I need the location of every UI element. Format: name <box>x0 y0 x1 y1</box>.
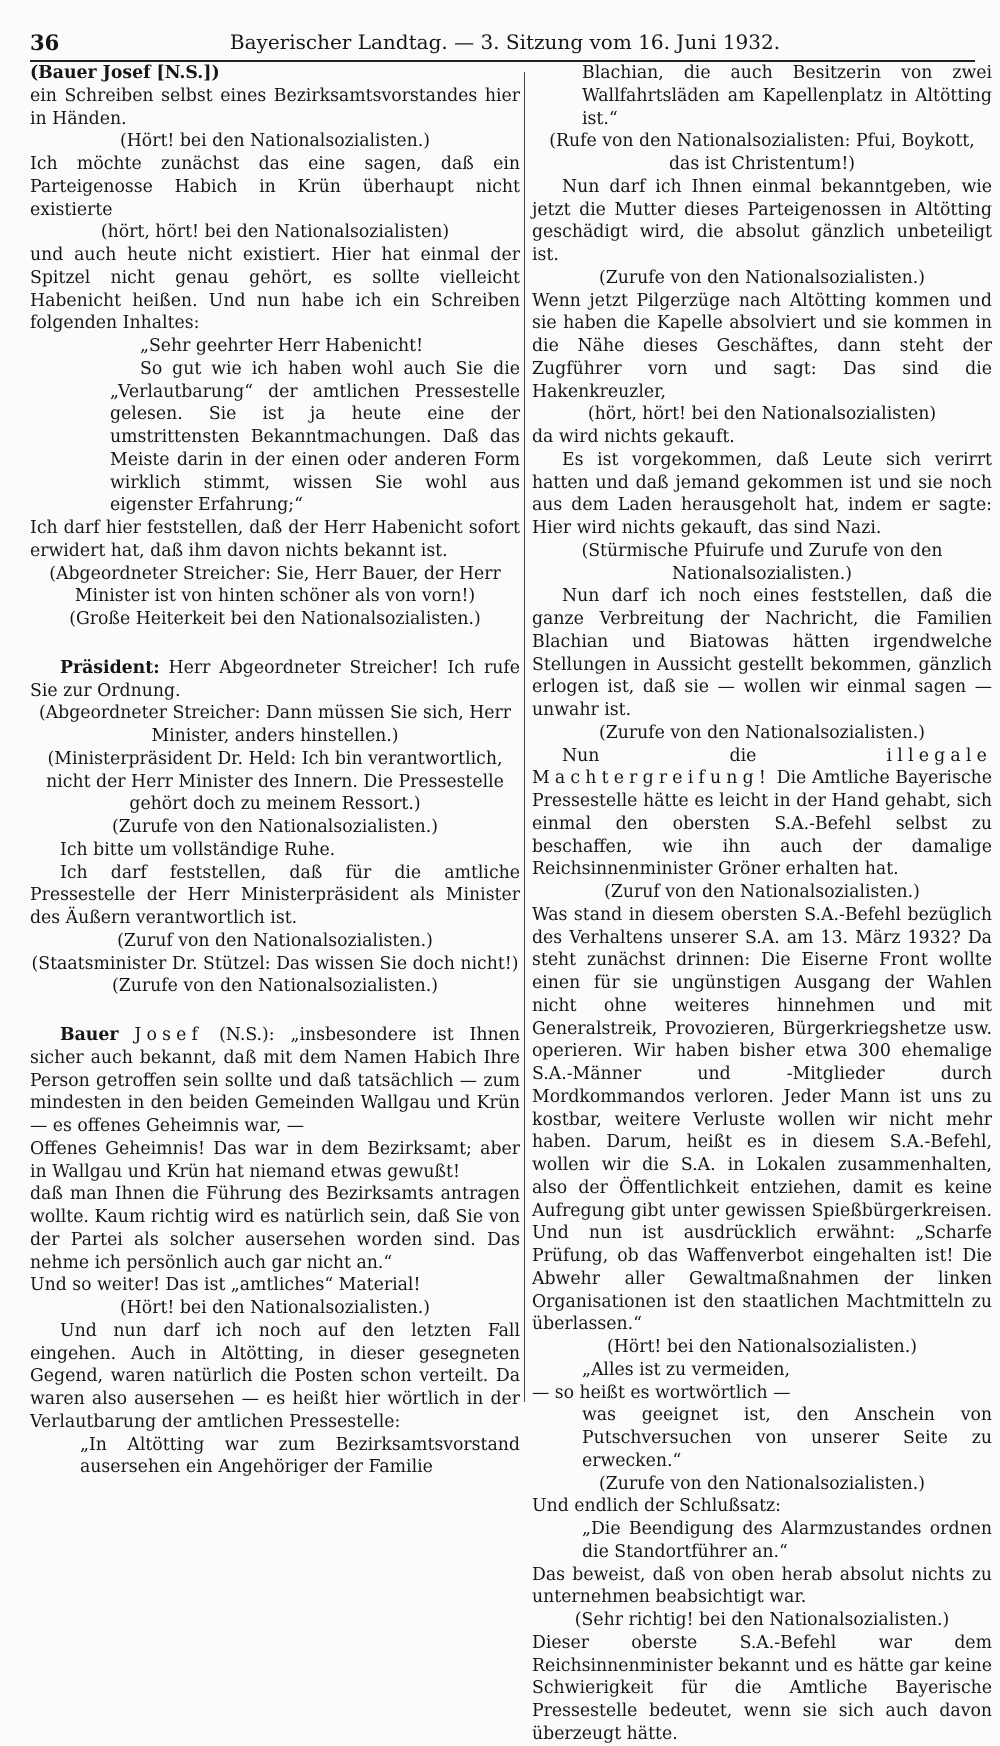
left-column <box>30 62 520 1479</box>
interjection: (Abgeordneter Streicher: Dann müssen Sie sich, Herr Minister, anders hinstellen.) <box>38 703 512 746</box>
quoted-text: Blachian, die auch Besitzerin von zwei Wallfahrtsläden am Kapellenplatz in Altötting ist.“ <box>582 63 992 129</box>
page-number: 36 <box>30 30 60 55</box>
interjection: (Zurufe von den Nationalsozialisten.) <box>598 267 925 288</box>
quoted-salutation: „Sehr geehrter Herr Habenicht! <box>140 336 424 356</box>
quoted-text: So gut wie ich haben wohl auch Sie die „Verlautbarung“ der amtlichen Pressestelle gelesen. Sie ist ja heute eine der umstrittensten Bekanntmachungen. Daß das Meiste darin in der einen oder anderen Form wirklich stimmt, wissen Sie wohl aus eigenster Erfahrung;“ <box>110 358 520 516</box>
column-divider <box>524 72 525 1402</box>
interjection: (Zurufe von den Nationalsozialisten.) <box>598 1473 925 1494</box>
paragraph: Nun die illegale Machtergreifung! Die Amtliche Bayerische Pressestelle hätte es leicht in der Hand gehabt, sich einmal den obersten S.A.-Befehl selbst zu beschaffen, wie ihn auch der damalige Reichsinnenminister Gröner erhalten hat. <box>532 745 992 880</box>
paragraph: — so heißt es wortwörtlich — <box>532 1382 791 1403</box>
paragraph: Und so weiter! Das ist „amtliches“ Material! <box>30 1275 421 1296</box>
running-title: Bayerischer Landtag. — 3. Sitzung vom 16. Juni 1932. <box>229 30 781 54</box>
quoted-text: „Die Beendigung des Alarmzustandes ordnen die Standortführer an.“ <box>582 1519 992 1562</box>
interjection: (Hört! bei den Nationalsozialisten.) <box>119 131 430 152</box>
paragraph: Es ist vorgekommen, daß Leute sich verirrt hatten und daß jemand gekommen ist und sie noch aus dem Laden herausgeholt hat, indem er sagte: Hier wird nichts gekauft, das sind Nazi. <box>532 449 992 538</box>
interjection: (Ministerpräsident Dr. Held: Ich bin verantwortlich, nicht der Herr Minister des Innern. Die Pressestelle gehört doch zu meinem Ressort.) <box>46 748 504 815</box>
quoted-text: was geeignet ist, den Anschein von Putschversuchen von unserer Seite zu erwecken.“ <box>582 1405 992 1471</box>
paragraph: Dieser oberste S.A.-Befehl war dem Reichsinnenminister bekannt und es hätte gar keine Schwierigkeit für die Amtliche Bayerische Pressestelle bedeutet, wenn sie sich auch davon überzeugt hätte. <box>532 1632 992 1744</box>
paragraph: Nun darf ich Ihnen einmal bekanntgeben, wie jetzt die Mutter dieses Parteigenossen in Altötting geschädigt wird, die absolut gänzlich unbeteiligt ist. <box>532 176 992 265</box>
interjection: (Zurufe von den Nationalsozialisten.) <box>111 817 438 837</box>
interjection: (Rufe von den Nationalsozialisten: Pfui, Boykott, das ist Christentum!) <box>549 131 975 174</box>
interjection: (Zurufe von den Nationalsozialisten.) <box>598 722 925 743</box>
interjection: (Abgeordneter Streicher: Sie, Herr Bauer, der Herr Minister ist von hinten schöner als von vorn!) <box>49 563 501 607</box>
paragraph: und auch heute nicht existiert. Hier hat einmal der Spitzel nicht genau gehört, es sollte vielleicht Habenicht heißen. Und nun habe ich ein Schreiben folgenden Inhaltes: <box>30 245 520 334</box>
interjection: (Zuruf von den Nationalsozialisten.) <box>117 930 433 951</box>
interjection: (hört, hört! bei den Nationalsozialisten) <box>100 222 450 243</box>
interjection: (Hört! bei den Nationalsozialisten.) <box>119 1298 430 1318</box>
paragraph: Das beweist, daß von oben herab absolut nichts zu unternehmen beabsichtigt war. <box>532 1564 992 1608</box>
paragraph: Ich bitte um vollständige Ruhe. <box>60 839 336 860</box>
speaker-name: Bauer <box>60 1025 119 1045</box>
interjection: (Zuruf von den Nationalsozialisten.) <box>604 882 920 902</box>
paragraph: Nun darf ich noch eines feststellen, daß die ganze Verbreitung der Nachricht, die Familien Blachian und Biatowas hätten irgendwelche Stellungen in Aussicht gestellt bekommen, gänzlich erlogen ist, daß sie — wollen wir einmal sagen — unwahr ist. <box>532 586 992 720</box>
paragraph: Ich darf hier feststellen, daß der Herr Habenicht sofort erwidert hat, daß ihm davon nichts bekannt ist. <box>30 518 520 561</box>
speaker-name: Präsident: <box>60 657 160 678</box>
interjection: (Sehr richtig! bei den Nationalsozialisten.) <box>574 1610 950 1630</box>
speaker-paragraph: Bauer Josef (N.S.): „insbesondere ist Ihnen sicher auch bekannt, daß mit dem Namen Habich Ihre Person getroffen sein sollte und daß tatsächlich — zum mindesten in den beiden Gemeinden Wallgau und Krün — es offenes Geheimnis war, — <box>30 1025 521 1136</box>
right-column <box>532 62 992 1746</box>
emphasized-phrase: illegale Machtergreifung! <box>532 745 992 789</box>
interjection: (Große Heiterkeit bei den Nationalsozialisten.) <box>69 609 481 629</box>
quoted-text: „Alles ist zu vermeiden, <box>582 1359 790 1380</box>
interjection: (Staatsminister Dr. Stützel: Das wissen Sie doch nicht!) <box>31 953 519 974</box>
page-header <box>30 26 975 62</box>
paragraph: Offenes Geheimnis! Das war in dem Bezirksamt; aber in Wallgau und Krün hat niemand etwas gewußt! <box>30 1138 520 1182</box>
paragraph: Und nun darf ich noch auf den letzten Fall eingehen. Auch in Altötting, in dieser gesegneten Gegend, waren natürlich die Posten schon verteilt. Da waren also ausersehen — es heißt hier wörtlich in der Verlautbarung der amtlichen Pressestelle: <box>30 1320 520 1432</box>
interjection: (Stürmische Pfuirufe und Zurufe von den Nationalsozialisten.) <box>581 540 943 584</box>
paragraph: Und endlich der Schlußsatz: <box>532 1496 781 1517</box>
speaker-continuation: (Bauer Josef [N.S.]) <box>30 63 220 83</box>
paragraph: Ich möchte zunächst das eine sagen, daß ein Parteigenosse Habich in Krün überhaupt nicht existierte <box>30 154 520 220</box>
quoted-text: „In Altötting war zum Bezirksamtsvorstand ausersehen ein Angehöriger der Familie <box>80 1434 520 1478</box>
paragraph: da wird nichts gekauft. <box>532 427 735 447</box>
paragraph: Was stand in diesem obersten S.A.-Befehl bezüglich des Verhaltens unserer S.A. am 13. März 1932? Da steht zunächst drinnen: Die Eiserne Front wollte einen für sie ungünstigen Ausgang der Wahlen nicht ohne weiteres hinnehmen und mit Generalstreik, Provozieren, Bürgerkriegshetze usw. operieren. Wir haben bisher etwa 300 ehemalige S.A.-Männer und -Mitglieder durch Mordkommandos verloren. Jeder Mann ist uns zu kostbar, weitere Verluste wollen wir nicht mehr haben. Darum, heißt es in diesem S.A.-Befehl, wollen wir die S.A. in Lokalen zusammenhalten, also der Öffentlichkeit entziehen, damit es keine Aufregung gibt unter gewissen Spießbürgerkreisen. Und nun ist ausdrücklich erwähnt: „Scharfe Prüfung, ob das Waffenverbot eingehalten ist! Die Abwehr aller Gewaltmaßnahmen der linken Organisationen ist den staatlichen Machtmitteln zu überlassen.“ <box>532 904 992 1335</box>
paragraph: Ich darf feststellen, daß für die amtliche Pressestelle der Herr Ministerpräsident als Minister des Äußern verantwortlich ist. <box>30 862 520 928</box>
speaker-paragraph: Präsident: Herr Abgeordneter Streicher! Ich rufe Sie zur Ordnung. <box>30 657 520 701</box>
paragraph: ein Schreiben selbst eines Bezirksamtsvorstandes hier in Händen. <box>30 85 520 129</box>
interjection: (Zurufe von den Nationalsozialisten.) <box>111 976 438 997</box>
interjection: (hört, hört! bei den Nationalsozialisten) <box>587 404 937 425</box>
interjection: (Hört! bei den Nationalsozialisten.) <box>606 1337 917 1357</box>
paragraph: Wenn jetzt Pilgerzüge nach Altötting kommen und sie haben die Kapelle absolviert und sie kommen in die Nähe dieses Geschäftes, dann steht der Zugführer vorn und sagt: Das sind die Hakenkreuzler, <box>532 290 992 402</box>
paragraph: daß man Ihnen die Führung des Bezirksamts antragen wollte. Kaum richtig wird es natürlich sein, daß Sie von der Partei als solcher ausersehen worden sind. Das nehme ich persönlich auch gar nicht an.“ <box>30 1184 520 1273</box>
